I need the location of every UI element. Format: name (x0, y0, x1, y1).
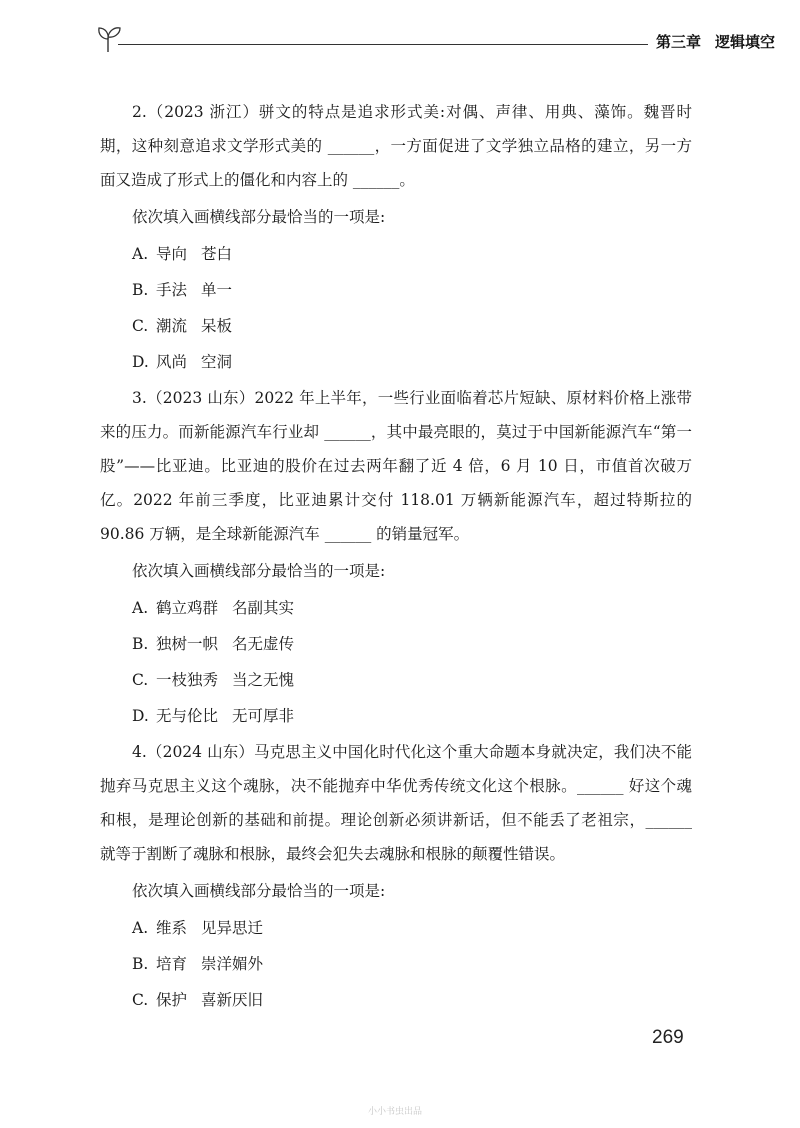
option-letter: C. (132, 671, 149, 689)
page-header (96, 22, 776, 58)
option-first-word: 鹤立鸡群 (156, 599, 219, 617)
option-letter: B. (132, 281, 149, 299)
question-instruction: 依次填入画横线部分最恰当的一项是: (132, 208, 386, 226)
option-letter: B. (132, 955, 149, 973)
option-first-word: 维系 (156, 919, 188, 937)
option-first-word: 一枝独秀 (156, 671, 219, 689)
chapter-heading (656, 31, 775, 52)
option-letter: A. (132, 599, 149, 617)
chapter-number: 第三章 (656, 33, 702, 51)
option-c (100, 983, 692, 1017)
option-letter: C. (132, 991, 149, 1009)
question-3 (100, 381, 692, 733)
option-second-word: 崇洋媚外 (201, 955, 264, 973)
option-second-word: 呆板 (201, 317, 233, 335)
option-first-word: 保护 (156, 991, 188, 1009)
sprout-icon (96, 24, 130, 54)
page-number: 269 (652, 1027, 684, 1048)
option-letter: A. (132, 245, 149, 263)
option-d (100, 699, 692, 733)
option-b (100, 947, 692, 981)
option-letter: B. (132, 635, 149, 653)
watermark: 小小书虫出品 (368, 1107, 423, 1117)
option-second-word: 单一 (201, 281, 233, 299)
question-2 (100, 95, 692, 379)
option-c (100, 663, 692, 697)
question-instruction: 依次填入画横线部分最恰当的一项是: (132, 562, 386, 580)
question-text: 2.（2023 浙江）骈文的特点是追求形式美:对偶、声律、用典、藻饰。魏晋时期，这种刻意追求文学形式美的 ______，一方面促进了文学独立品格的建立，另一方面又造成了形式上的僵化和内容上的 ______。 (100, 103, 692, 189)
option-a (100, 237, 692, 271)
question-4 (100, 735, 692, 1017)
option-first-word: 独树一帜 (156, 635, 219, 653)
question-text: 3.（2023 山东）2022 年上半年，一些行业面临着芯片短缺、原材料价格上涨带来的压力。而新能源汽车行业却 ______，其中最亮眼的，莫过于中国新能源汽车“第一股”——比亚迪。比亚迪的股价在过去两年翻了近 4 倍，6 月 10 日，市值首次破万亿。2022 年前三季度，比亚迪累计交付 118.01 万辆新能源汽车，超过特斯拉的 90.86 万辆，是全球新能源汽车 ______ 的销量冠军。 (100, 389, 692, 543)
option-first-word: 培育 (156, 955, 188, 973)
option-b (100, 273, 692, 307)
option-second-word: 喜新厌旧 (201, 991, 264, 1009)
page-content (100, 95, 692, 1019)
option-first-word: 风尚 (156, 353, 188, 371)
option-first-word: 潮流 (156, 317, 188, 335)
chapter-title: 逻辑填空 (715, 33, 776, 51)
option-second-word: 名副其实 (232, 599, 295, 617)
option-letter: D. (132, 353, 149, 371)
option-second-word: 空洞 (201, 353, 233, 371)
option-b (100, 627, 692, 661)
option-letter: D. (132, 707, 149, 725)
option-second-word: 无可厚非 (232, 707, 295, 725)
option-first-word: 导向 (156, 245, 188, 263)
option-a (100, 591, 692, 625)
option-second-word: 见异思迁 (201, 919, 264, 937)
option-c (100, 309, 692, 343)
option-second-word: 当之无愧 (232, 671, 295, 689)
option-letter: A. (132, 919, 149, 937)
option-letter: C. (132, 317, 149, 335)
header-rule (118, 44, 648, 45)
option-a (100, 911, 692, 945)
option-first-word: 无与伦比 (156, 707, 219, 725)
option-first-word: 手法 (156, 281, 188, 299)
option-second-word: 苍白 (201, 245, 233, 263)
option-second-word: 名无虚传 (232, 635, 295, 653)
question-instruction: 依次填入画横线部分最恰当的一项是: (132, 882, 386, 900)
question-text: 4.（2024 山东）马克思主义中国化时代化这个重大命题本身就决定，我们决不能抛弃马克思主义这个魂脉，决不能抛弃中华优秀传统文化这个根脉。______ 好这个魂和根，是理论创新的基础和前提。理论创新必须讲新话，但不能丢了老祖宗，______ 就等于割断了魂脉和根脉，最终会犯失去魂脉和根脉的颠覆性错误。 (100, 743, 692, 863)
option-d (100, 345, 692, 379)
